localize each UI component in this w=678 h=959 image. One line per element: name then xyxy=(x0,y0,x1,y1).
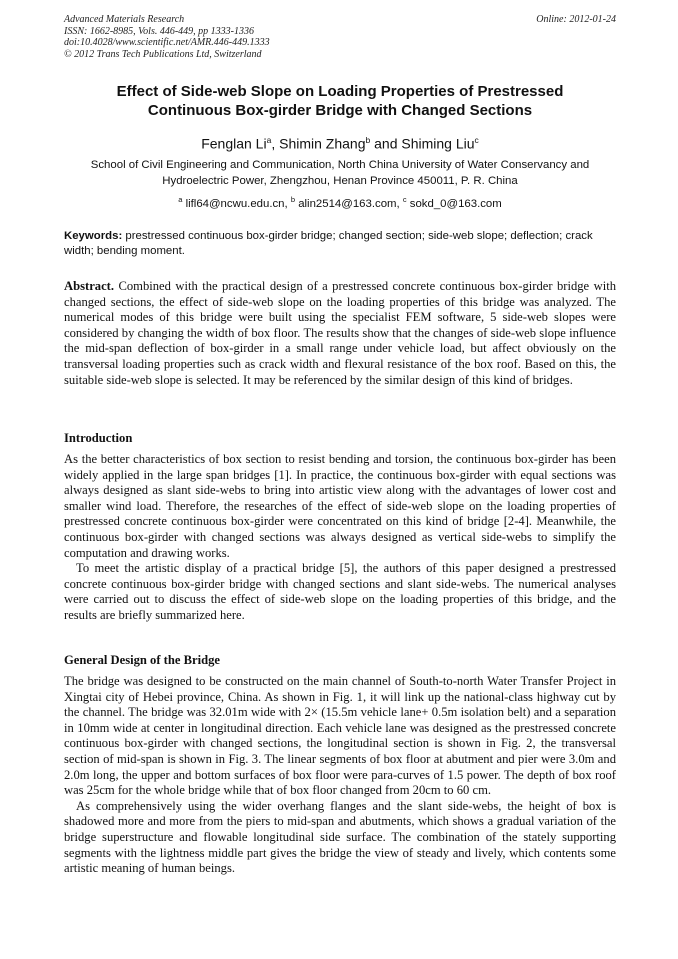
email-c: sokd_0@163.com xyxy=(406,197,502,210)
author-separator: , xyxy=(271,135,280,152)
issn-line: ISSN: 1662-8985, Vols. 446-449, pp 1333-1336 xyxy=(64,25,254,37)
keywords-text: prestressed continuous box-girder bridge; changed section; side-web slope; deflection; crack width; bending moment. xyxy=(64,230,593,257)
introduction-paragraph-2: To meet the artistic display of a practical bridge [5], the authors of this paper designed a prestressed concrete continuous box-girder bridge with changed sections and slant side-webs. The numerical analyses were carried out to discuss the effect of side-web slope on the loading properties of this bridge, and the results are briefly summarized here. xyxy=(64,561,616,622)
general-design-heading: General Design of the Bridge xyxy=(64,653,221,667)
introduction-section xyxy=(64,452,616,624)
general-design-paragraph-1: The bridge was designed to be constructed on the main channel of South-to-north Water Transfer Project in Xingtai city of Hebei province, China. As shown in Fig. 1, it will link up the national-class highway cut by the channel. The bridge was 32.01m wide with 2× (15.5m vehicle lane+ 0.5m isolation belt) and a separation in 10mm wide at center in longitudinal direction. Each vehicle lane was designed as the prestressed concrete continuous box-girder with changed sections, the longitudinal section is shown in Fig. 2, the transversal section of mid-span is shown in Fig. 3. The linear segments of box floor at abutment and pier were 3.0m and 2.0m long, the upper and bottom surfaces of box floor were para-curves of 1.5 power. The depth of box roof was 25cm for the whole bridge while that of box floor changed from 20cm to 60 cm. xyxy=(64,674,616,798)
abstract-section xyxy=(64,279,616,388)
title-line-1: Effect of Side-web Slope on Loading Properties of Prestressed xyxy=(116,83,564,100)
abstract-text: Combined with the practical design of a prestressed concrete continuous box-girder bridge with changed sections, the effect of side-web slope on the loading properties of this bridge was analyzed. The numerical modes of this bridge were built using the specialist FEM software, 5 side-web slopes were considered by changing the width of box floor. The results show that the changes of side-web slope influence the mid-span deflection of box-girder in a small range under vehicle load, but affect obviously on the transversal loading properties such as crack width and flexural resistance of the box roof. Based on this, the suitable side-web slope is selected. It may be referenced by the similar design of this kind of bridges. xyxy=(64,279,616,387)
online-date: Online: 2012-01-24 xyxy=(536,14,616,25)
title-line-2: Continuous Box-girder Bridge with Changed Sections xyxy=(147,102,533,119)
email-a-mark: a xyxy=(178,195,183,204)
author-3: Shiming Liu xyxy=(401,135,475,152)
affiliation-line-1: School of Civil Engineering and Communication, North China University of Water Conservancy and xyxy=(90,159,590,171)
introduction-heading: Introduction xyxy=(64,431,133,445)
introduction-paragraph-1: As the better characteristics of box section to resist bending and torsion, the continuous box-girder has been widely applied in the large span bridges [1]. In practice, the continuous box-girder with equal sections was always designed as slant side-webs to bring into artistic view along with the advantages of lower cost and smaller wind load. Therefore, the researches of the effect of side-web slope on the loading properties of prestressed concrete continuous box-girder were concentrated on this kind of bridge [2-4]. Meanwhile, the continuous box-girder with changed sections was always designed as vertical side-webs to simplify the computation and drawing works. xyxy=(64,452,616,560)
journal-name: Advanced Materials Research xyxy=(64,14,185,25)
affiliation xyxy=(64,157,616,189)
keywords-label: Keywords: xyxy=(64,230,123,242)
author-2: Shimin Zhang xyxy=(279,135,366,152)
email-a: lifl64@ncwu.edu.cn, xyxy=(182,197,291,210)
abstract-paragraph xyxy=(64,279,616,388)
doi-line: doi:10.4028/www.scientific.net/AMR.446-449.1333 xyxy=(64,37,270,48)
keywords-section xyxy=(64,229,616,259)
email-b-mark: b xyxy=(290,195,296,204)
affiliation-line-2: Hydroelectric Power, Zhengzhou, Henan Province 450011, P. R. China xyxy=(162,175,518,187)
email-b: alin2514@163.com, xyxy=(295,197,403,210)
journal-header xyxy=(64,14,616,60)
general-design-paragraph-2: As comprehensively using the wider overhang flanges and the slant side-webs, the height of box is shadowed more and more from the piers to mid-span and abutments, which shows a gradual variation of the bridge superstructure and flowable longitudinal side surface. The combination of the stately supporting segments with the lightness middle part gives the bridge the view of steady and lively, which contents some artistic meaning of human beings. xyxy=(64,798,616,876)
author-emails xyxy=(64,192,616,212)
email-c-mark: c xyxy=(402,195,407,204)
general-design-section xyxy=(64,674,616,877)
author-2-affil-mark: b xyxy=(365,135,371,145)
copyright-line: © 2012 Trans Tech Publications Ltd, Switzerland xyxy=(64,48,262,60)
paper-title xyxy=(64,82,616,120)
author-1-affil-mark: a xyxy=(266,135,272,145)
author-3-affil-mark: c xyxy=(474,135,479,145)
author-list xyxy=(64,131,616,153)
author-separator: and xyxy=(370,135,402,152)
abstract-label: Abstract. xyxy=(64,279,115,293)
author-1: Fenglan Li xyxy=(201,135,267,152)
